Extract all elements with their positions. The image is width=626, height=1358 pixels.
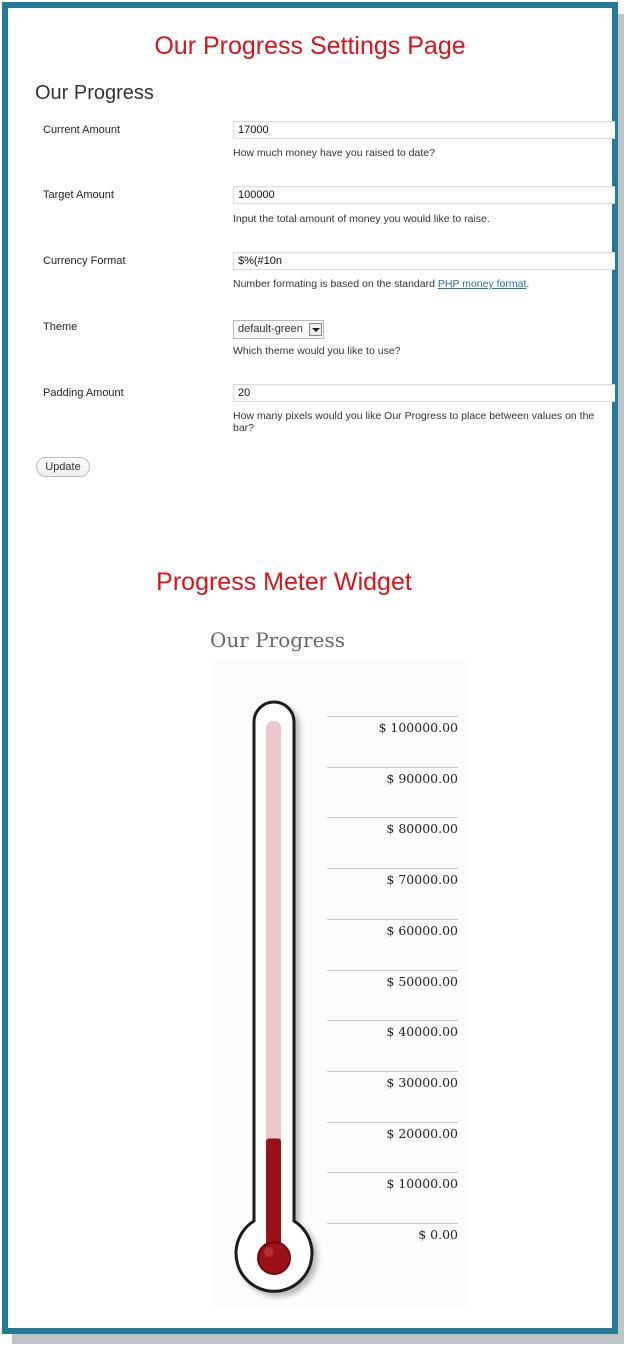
scale-tick-label: $ 40000.00 (386, 1024, 458, 1039)
padding-amount-label: Padding Amount (43, 387, 124, 399)
thermometer-bulb (258, 1242, 290, 1274)
current-amount-description: How much money have you raised to date? (233, 147, 435, 159)
theme-select-value: default-green (238, 323, 303, 335)
current-amount-label: Current Amount (43, 124, 121, 136)
php-money-format-link[interactable]: PHP money format (437, 278, 527, 290)
widget-heading: Progress Meter Widget (156, 568, 412, 596)
currency-format-input[interactable]: $%(#10n (233, 252, 615, 270)
scale-tick-label: $ 70000.00 (386, 872, 458, 887)
padding-amount-input[interactable]: 20 (233, 384, 615, 402)
theme-description: Which theme would you like to use? (233, 345, 401, 357)
update-button[interactable]: Update (36, 457, 90, 477)
current-amount-input[interactable]: 17000 (233, 121, 615, 139)
bulb-highlight (264, 1247, 274, 1257)
scale-tick-label: $ 60000.00 (386, 923, 458, 938)
target-amount-input[interactable]: 100000 (233, 186, 615, 204)
admin-page-title: Our Progress (35, 82, 154, 104)
scale-tick-label: $ 90000.00 (386, 771, 458, 786)
scale-tick-label: $ 10000.00 (386, 1176, 458, 1191)
currency-format-description-end: . (526, 278, 530, 290)
scale-tick-label: $ 50000.00 (386, 974, 458, 989)
scale-tick-label: $ 20000.00 (386, 1126, 458, 1141)
theme-label: Theme (43, 321, 78, 333)
screenshot-frame (2, 2, 618, 1334)
currency-format-description-text: Number formating is based on the standard (233, 278, 438, 290)
widget-title: Our Progress (210, 628, 345, 652)
scale-tick-label: $ 80000.00 (386, 821, 458, 836)
settings-page-heading: Our Progress Settings Page (154, 32, 466, 60)
currency-format-label: Currency Format (43, 255, 126, 267)
scale-tick-label: $ 100000.00 (378, 720, 458, 735)
target-amount-description: Input the total amount of money you would like to raise. (233, 213, 490, 225)
thermometer-fill (266, 1138, 281, 1254)
padding-amount-description: How many pixels would you like Our Progress to place between values on the bar? (233, 410, 595, 434)
target-amount-label: Target Amount (43, 189, 114, 201)
scale-tick-label: $ 30000.00 (386, 1075, 458, 1090)
scale-tick-label: $ 0.00 (418, 1227, 458, 1242)
frame-content (14, 14, 606, 1322)
thermometer-graphic (14, 14, 614, 1324)
